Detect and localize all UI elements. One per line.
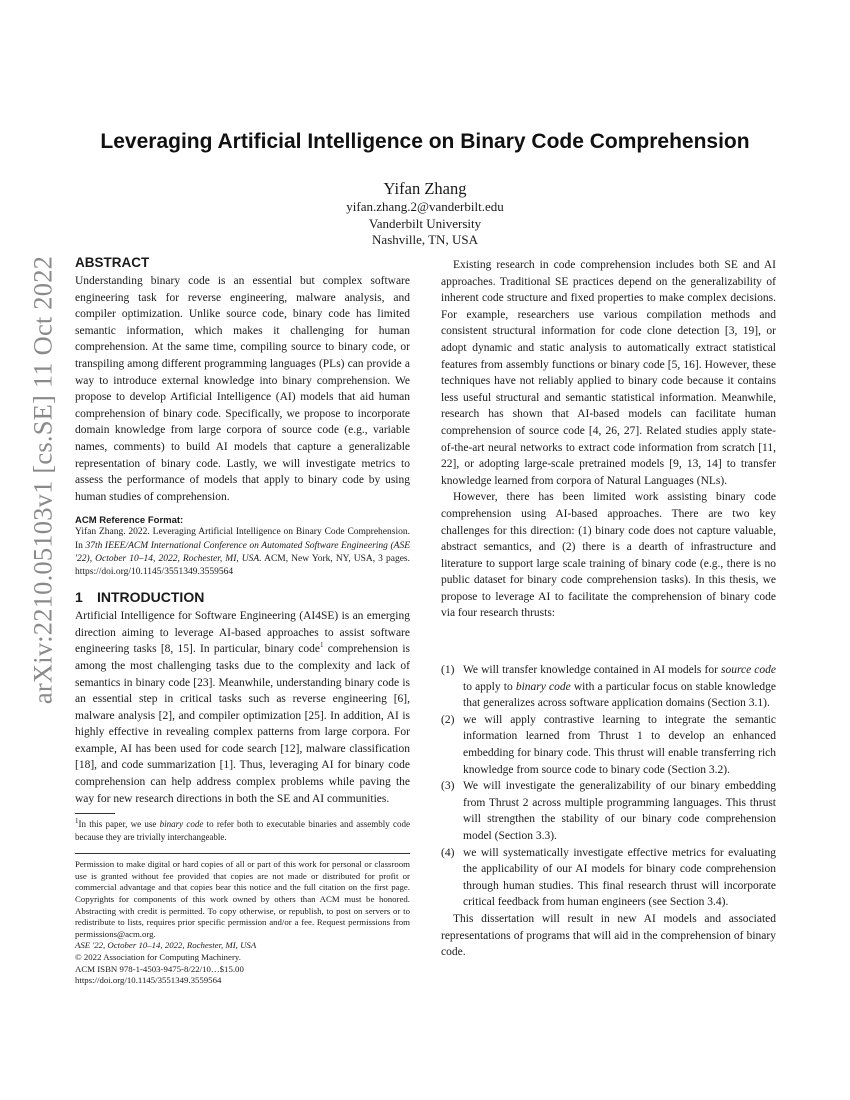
thrust-item [441, 845, 776, 911]
arxiv-identifier-stamp [18, 255, 68, 705]
footnote [75, 818, 410, 843]
introduction-heading [75, 589, 410, 605]
conference-line [75, 940, 410, 952]
author-email: yifan.zhang.2@vanderbilt.edu [346, 199, 504, 214]
challenges-paragraph: However, there has been limited work assisting binary code comprehension using AI-based approaches. There are two key challenges for this direction: (1) binary code does not capture valuable, abstract semantics, and (2) there is a dearth of infrastructure and literature to support large scale training of binary code (e.g., there is no public dataset for binary code comprehension tasks). In this thesis, we propose to leverage AI to facilitate the comprehension of binary code via four research thrusts: [441, 491, 776, 620]
thrust-text: we will apply contrastive learning to integrate the semantic information learned from Thrust 1 to develop an enhanced embedding for binary code. This thrust will enable transferring rich knowledge from source code to binary code (Section 3.2). [463, 713, 776, 776]
thrust-text: We will investigate the generalizability of our binary embedding from Thrust 2 across multiple programming languages. This thrust will strengthen the stability of our binary code comprehension model (Section 3.3). [463, 780, 776, 842]
related-work-paragraph: Existing research in code comprehension includes both SE and AI approaches. Traditional SE practices depend on the generalizability of inherent code structure and fixed properties to make complex decisions. For example, researchers use various compilation methods and consistent structural information for code clone detection [3, 19], or adopt dynamic and static analysis to automatically extract statistical features from assembly functions or binary code [5, 16]. However, these techniques have not reliably applied to binary code because it contains less useful structural and semantic statistical information. Meanwhile, research has shown that AI-based models can facilitate human comprehension of source code [4, 26, 27]. Related studies apply state-of-the-art neural networks to extract code information from scratch [11, 22], or adopting large-scale pretrained models [9, 13, 14] to transfer knowledge learned from corpora of Natural Languages (NLs). [441, 259, 776, 487]
thrust-text-pre: We will transfer knowledge contained in AI models for [463, 664, 721, 677]
thrust-text-em-binary: binary code [515, 680, 571, 693]
thrust-text-post: with a particular focus on stable knowledge that generalizes across software application domains (Section 3.1). [463, 680, 776, 710]
footnote-text-emphasis: binary code [159, 819, 204, 830]
arxiv-identifier-text: arXiv:2210.05103v1 [cs.SE] 11 Oct 2022 [27, 255, 58, 705]
thrust-item [441, 778, 776, 844]
acm-reference-text [75, 526, 410, 579]
thrust-item [441, 662, 776, 712]
thrust-item [441, 712, 776, 778]
thrust-marker: (4) [441, 846, 455, 859]
author-affiliation: Vanderbilt University [368, 215, 482, 231]
footnote-text-pre: In this paper, we use [78, 819, 160, 830]
acm-reference-heading: ACM Reference Format: [75, 515, 184, 527]
isbn-line: ACM ISBN 978-1-4503-9475-8/22/10…$15.00 [75, 963, 244, 974]
footnote-text-post: to refer both to executable binaries and assembly code because they are trivially interchangeable. [75, 819, 410, 842]
introduction-heading-label: INTRODUCTION [97, 589, 205, 606]
closing-paragraph: This dissertation will result in new AI models and associated representations of programs that will aid in the comprehension of binary code. [441, 912, 776, 959]
thrust-marker: (3) [441, 780, 455, 793]
thrust-marker: (1) [441, 664, 455, 677]
conference-text: ASE '22, October 10–14, 2022, Rochester, MI, USA [75, 940, 257, 951]
permission-statement: Permission to make digital or hard copies of all or part of this work for personal or classroom use is granted without fee provided that copies are not made or distributed for profit or commercial advantage and that copies bear this notice and the full citation on the first page. Copyrights for components of this work owned by others than ACM must be honored. Abstracting with credit is permitted. To copy otherwise, or republish, to post on servers or to redistribute to lists, requires prior specific permission and/or a fee. Request permissions from permissions@acm.org. [75, 859, 410, 939]
abstract-heading: ABSTRACT [75, 255, 150, 270]
footnote-number: 1 [75, 817, 79, 826]
left-column [75, 255, 410, 987]
copyright-line: © 2022 Association for Computing Machinery. [75, 952, 241, 962]
author-name: Yifan Zhang [383, 179, 467, 198]
introduction-text-part-1: Artificial Intelligence for Software Engineering (AI4SE) is an emerging direction aiming to leverage AI-based approaches to assist software engineering tasks [8, 15]. In particular, binary code [75, 610, 410, 656]
footnote-divider [75, 813, 115, 814]
acm-reference-suffix: ACM, New York, NY, USA, 3 pages. https://doi.org/10.1145/3551349.3559564 [75, 553, 410, 577]
acm-reference-venue: 37th IEEE/ACM International Conference on Automated Software Engineering (ASE '22), October 10–14, 2022, Rochester, MI, USA. [75, 540, 410, 564]
acm-reference-prefix: Yifan Zhang. 2022. Leveraging Artificial Intelligence on Binary Code Comprehension. In [75, 527, 410, 551]
introduction-paragraph [75, 608, 410, 807]
thrust-text-mid: to apply to [463, 680, 516, 693]
thrust-marker: (2) [441, 713, 455, 726]
abstract-text: Understanding binary code is an essential but complex software engineering task for reverse engineering, malware analysis, and compiler optimization. Unlike source code, binary code has limited semantic information, which makes it challenging for human comprehension. At the same time, compiling source to binary code, or transpiling among different programming languages (PLs) can provide a way to introduce external knowledge into binary comprehension. We propose to develop Artificial Intelligence (AI) models that aid human comprehension of binary code. Specifically, we propose to incorporate domain knowledge from large corpora of source code (e.g., variable names, comments) to build AI models that capture a generalizable representation of binary code. Lastly, we will investigate metrics to assess the performance of models that apply to binary code by using human studies of comprehension. [75, 275, 410, 503]
paper-title: Leveraging Artificial Intelligence on Binary Code Comprehension [100, 130, 750, 154]
permission-divider [75, 853, 410, 854]
introduction-text-part-2: comprehension is among the most challenging tasks due to the complexity and lack of semantics in binary code [23]. Meanwhile, understanding binary code is an essential step in critical tasks such as reverse engineering [6], malware analysis [2], and compiler optimization [25]. In addition, AI is highly effective in revealing complex patterns from large corpora. For example, AI has been used for code search [12], malware classification [18], and code summarization [1]. Thus, leveraging AI for binary code comprehension can help address complex problems while paving the way for new research directions in both the SE and AI communities. [75, 643, 410, 805]
introduction-section-number: 1 [75, 589, 83, 606]
right-column [441, 257, 776, 961]
doi-line: https://doi.org/10.1145/3551349.3559564 [75, 975, 222, 986]
thrust-text-em-source: source code [720, 664, 777, 677]
footnote-marker: 1 [320, 641, 324, 650]
author-location: Nashville, TN, USA [372, 232, 478, 247]
author-block [200, 178, 650, 249]
research-thrusts-list [441, 662, 776, 911]
thrust-text: we will systematically investigate effective metrics for evaluating the applicability of our AI models for binary code comprehension through human studies. This final research thrust will incorporate critical feedback from human engineers (see Section 3.4). [463, 846, 776, 909]
